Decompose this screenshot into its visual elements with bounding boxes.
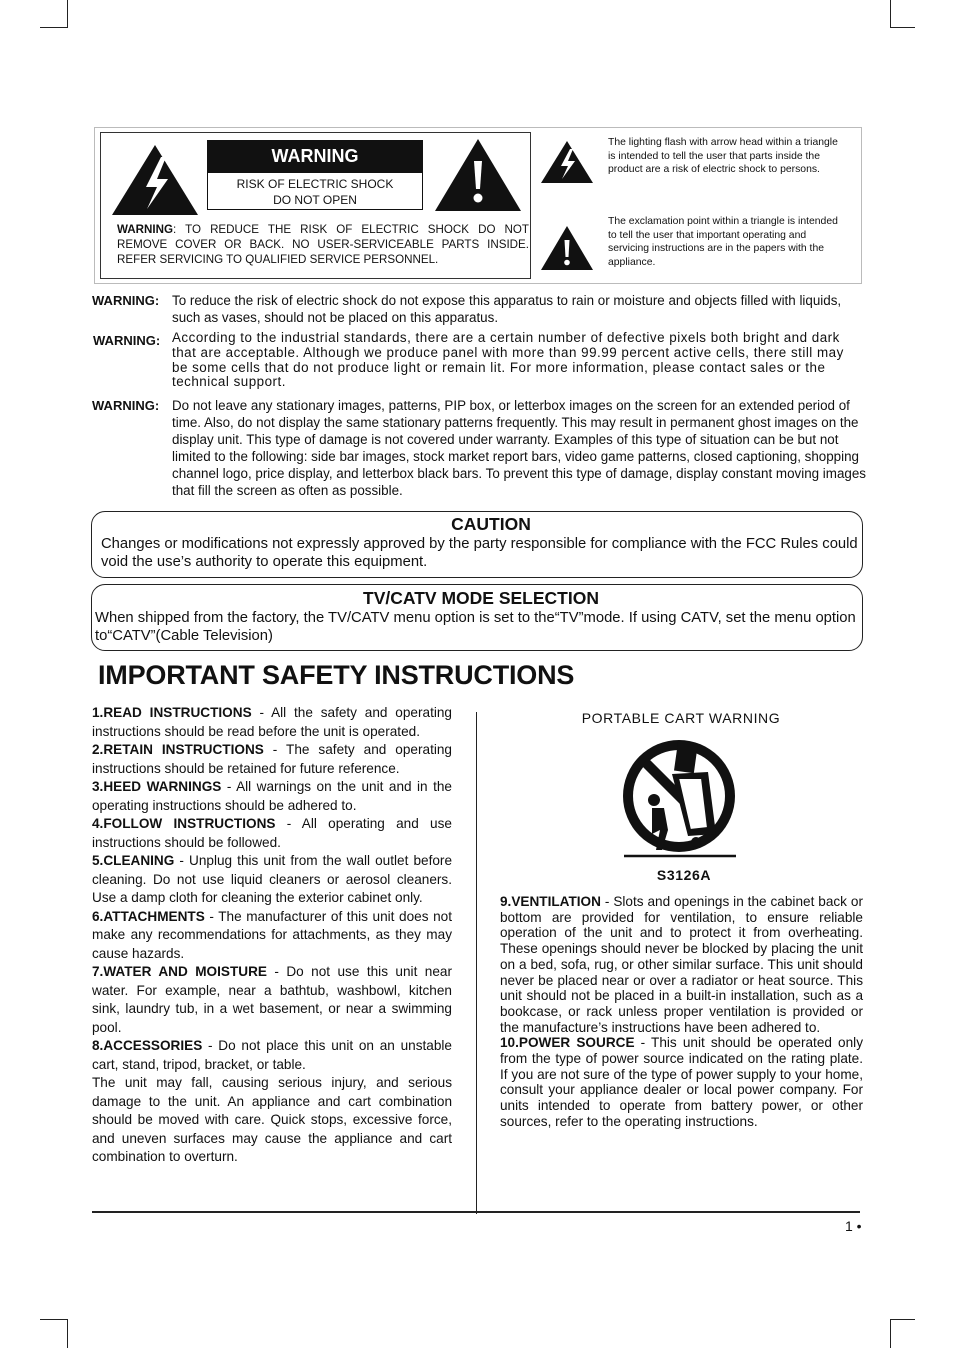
crop-mark xyxy=(40,27,68,28)
lightning-note: The lighting flash with arrow head within a triangle is intended to tell the user that parts inside the product are a risk of electric shock to persons. xyxy=(608,137,838,176)
item-text: - The manufacturer of this unit does not make any recommendations for attachments, as they may cause hazards. xyxy=(92,908,452,961)
item-text: - Do not use this unit near water. For example, near a bathtub, washbowl, kitchen sink, laundry tub, in a wet basement, or near a swimming pool. xyxy=(92,964,452,1035)
risk-line-2: DO NOT OPEN xyxy=(273,193,357,207)
tv-catv-title: TV/CATV MODE SELECTION xyxy=(363,588,599,608)
electric-shock-triangle-icon xyxy=(110,143,200,217)
item-head: 10.POWER SOURCE xyxy=(500,1035,635,1051)
cart-code: S3126A xyxy=(656,867,712,883)
warning-label-1: WARNING: xyxy=(92,293,160,308)
crop-mark xyxy=(890,1319,915,1320)
crop-mark xyxy=(890,27,915,28)
item-head: 6.ATTACHMENTS xyxy=(92,908,205,924)
item-text: - All operating and use instructions should be followed. xyxy=(92,816,452,850)
crop-mark xyxy=(890,1320,891,1348)
item-head: 9.VENTILATION xyxy=(500,894,601,909)
safety-left-column xyxy=(92,704,452,1167)
item-text: - Slots and openings in the cabinet back or bottom are provided for ventilation, to ensure reliable operation of the unit and to protect it from overheating. These openings should never be blocked by placing the unit on a bed, sofa, rug, or other similar surface. This unit should never be placed near or over a radiator or heat source. This unit should not be placed in a built-in installation, such as a bookcase, or rack unless proper ventilation is provided or the manufacture’s instructions have been adhered to. xyxy=(500,894,863,1035)
cart-warning-title: PORTABLE CART WARNING xyxy=(581,710,781,726)
item-text: - Do not place this unit on an unstable cart, stand, tripod, bracket, or table. xyxy=(92,1038,452,1072)
page-number: 1 • xyxy=(845,1218,862,1234)
warning-label-2: WARNING: xyxy=(93,333,161,348)
crop-mark xyxy=(890,0,891,27)
item-text: The unit may fall, causing serious injury, and serious damage to the unit. An appliance and cart combination should be moved with care. Quick stops, excessive force, and uneven surfaces may cause the appliance and cart combination to overturn. xyxy=(92,1075,452,1164)
risk-of-shock-label xyxy=(207,172,423,210)
safety-item-3 xyxy=(92,778,452,815)
item-head: 2.RETAIN INSTRUCTIONS xyxy=(92,742,264,757)
portable-cart-warning-icon xyxy=(618,738,740,860)
safety-item-8 xyxy=(92,1037,452,1074)
tv-catv-text: When shipped from the factory, the TV/CATV menu option is set to the“TV”mode. If using CATV, set the menu option to“CATV”(Cable Television) xyxy=(95,610,856,644)
caution-text: Changes or modifications not expressly approved by the party responsible for compliance with the FCC Rules could void the use’s authority to operate this equipment. xyxy=(101,536,858,570)
safety-item-6 xyxy=(92,908,452,964)
crop-mark xyxy=(67,0,68,27)
safety-item-1 xyxy=(92,704,452,741)
safety-right-column xyxy=(500,894,863,1130)
safety-item-10 xyxy=(500,1035,863,1129)
crop-mark xyxy=(67,1320,68,1348)
exclamation-triangle-icon xyxy=(433,137,523,213)
crop-mark xyxy=(40,1319,68,1320)
item-text: - This unit should be operated only from the type of power source indicated on the rating plate. If you are not sure of the type of power supply to your home, consult your appliance dealer or local power company. For units intended to operate from battery power, or other sources, refer to the operating instructions. xyxy=(500,1035,863,1129)
item-head: 8.ACCESSORIES xyxy=(92,1038,203,1053)
item-text: - The safety and operating instructions should be retained for future reference. xyxy=(92,742,452,776)
small-lightning-triangle-icon xyxy=(540,140,594,184)
small-exclamation-triangle-icon xyxy=(540,225,594,271)
warning-label-text xyxy=(117,222,529,267)
safety-item-4 xyxy=(92,815,452,852)
safety-item-8-continued xyxy=(92,1074,452,1167)
safety-title: IMPORTANT SAFETY INSTRUCTIONS xyxy=(98,660,575,690)
warning-label-text-bold: WARNING xyxy=(117,223,174,236)
item-text: - Unplug this unit from the wall outlet before cleaning. Do not use liquid cleaners or aerosol cleaners. Use a damp cloth for cleaning the exterior cabinet only. xyxy=(92,853,452,905)
risk-line-1: RISK OF ELECTRIC SHOCK xyxy=(236,177,394,191)
exclamation-note: The exclamation point within a triangle is intended to tell the user that important operating and servicing instructions are in the papers with the appliance. xyxy=(608,216,838,268)
safety-item-2 xyxy=(92,741,452,778)
column-divider xyxy=(476,712,477,1214)
item-text: - All the safety and operating instructions should be read before the unit is operated. xyxy=(92,705,452,739)
warning-label-3: WARNING: xyxy=(92,398,160,413)
item-head: 3.HEED WARNINGS xyxy=(92,779,222,794)
item-head: 4.FOLLOW INSTRUCTIONS xyxy=(92,816,276,831)
warning-text-1: To reduce the risk of electric shock do not expose this apparatus to rain or moisture and objects filled with liquids, such as vases, should not be placed on this apparatus. xyxy=(172,293,842,325)
safety-item-5 xyxy=(92,852,452,908)
warning-text-2: According to the industrial standards, there are a certain number of defective pixels both bright and dark that are acceptable. Although we produce panel with more than 99.99 percent active cells, there still may be some cells that do not produce light or remain lit. For more information, please contact sales or the technical support. xyxy=(172,330,844,390)
footer-rule xyxy=(92,1211,860,1213)
item-head: 5.CLEANING xyxy=(92,853,175,868)
item-text: - All warnings on the unit and in the operating instructions should be adhered to. xyxy=(92,779,452,813)
item-head: 7.WATER AND MOISTURE xyxy=(92,964,267,979)
warning-title: WARNING xyxy=(207,140,423,172)
caution-title: CAUTION xyxy=(451,514,531,534)
warning-text-3: Do not leave any stationary images, patterns, PIP box, or letterbox images on the screen for an extended period of time. Also, do not display the same stationary patterns frequently. This may result in permanent ghost images on the display unit. This type of damage is not covered under warranty. Examples of this type of situation can be but not limited to the following: side bar images, stock market report bars, video game patterns, closed captioning, shopping channel logo, price display, and letterbox black bars. To prevent this type of damage, display constant moving images that fill the screen as often as possible. xyxy=(172,398,866,498)
warning-label-text-body: : TO REDUCE THE RISK OF ELECTRIC SHOCK DO NOT REMOVE COVER OR BACK. NO USER-SERVICEABLE PARTS INSIDE. REFER SERVICING TO QUALIFIED SERVICE PERSONNEL. xyxy=(117,223,529,266)
item-head: 1.READ INSTRUCTIONS xyxy=(92,705,252,720)
safety-item-9 xyxy=(500,894,863,1035)
safety-item-7 xyxy=(92,963,452,1037)
